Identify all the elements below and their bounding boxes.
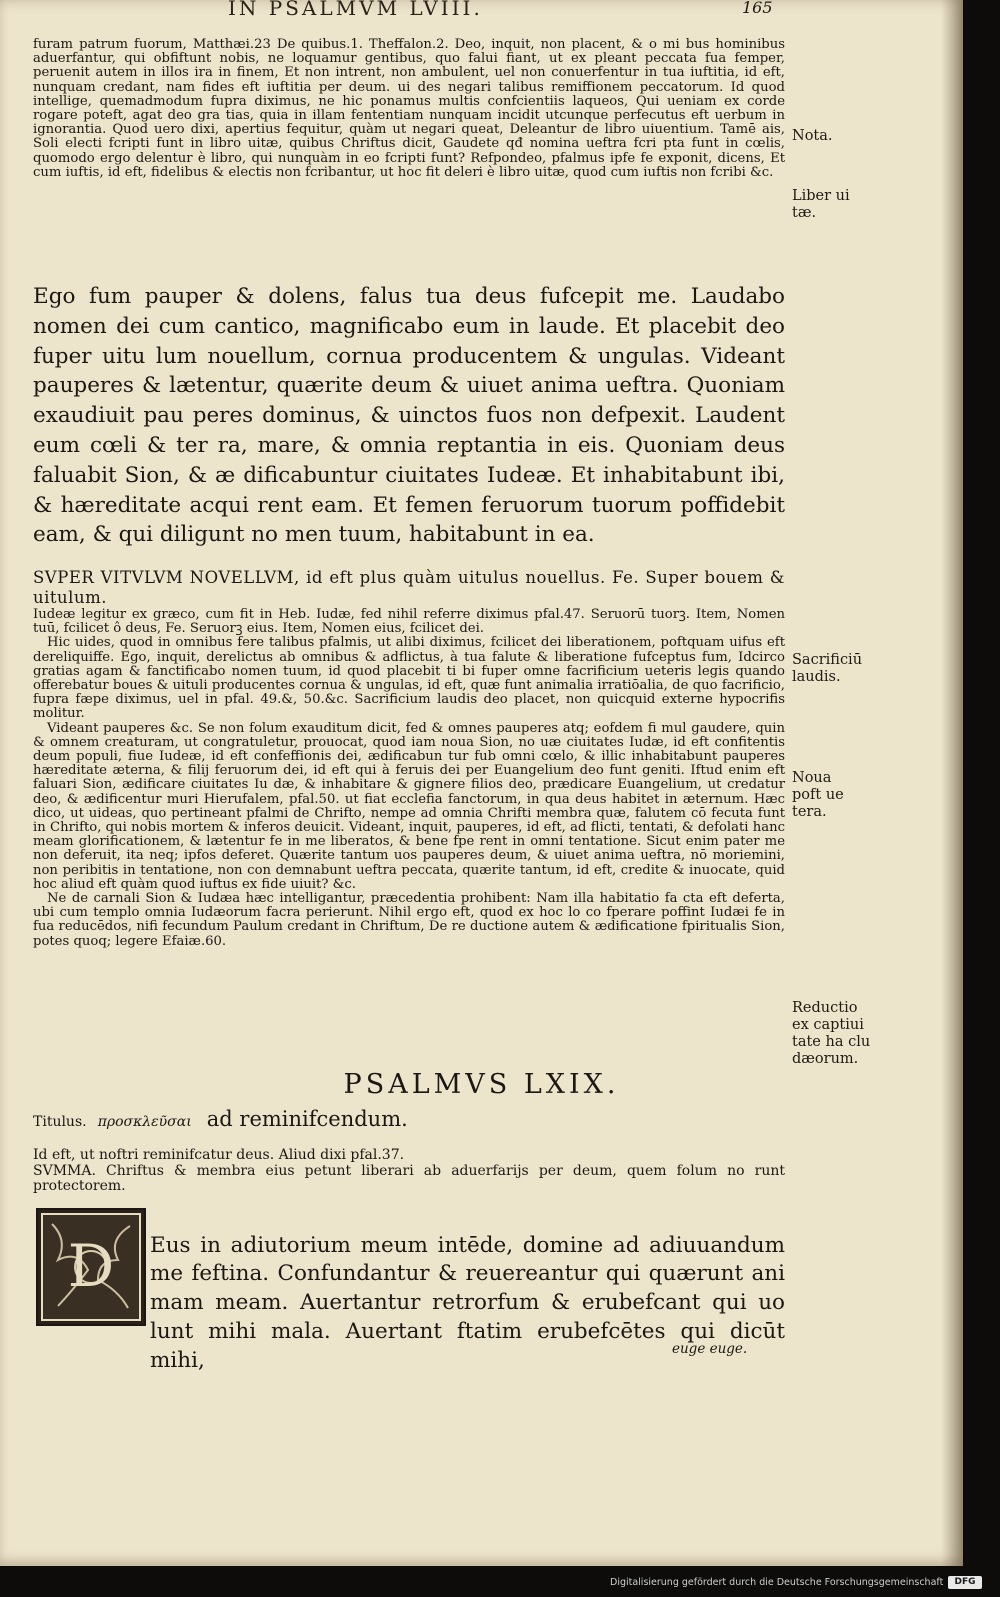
psalm-text-block-1 xyxy=(33,282,785,550)
psalm-text-2: Eus in adiutorium meum intēde, domine ad adiuuandum me feftina. Confundantur & reuereantur qui quærunt ani mam meam. Auertantur retrorfum & erubefcant qui uo lunt mihi mala. Auertant ftatim erubefcētes qui dicūt mihi, xyxy=(150,1232,785,1373)
summa-text: SVMMA. Chriftus & membra eius petunt liberari ab aduerfarijs per deum, quem folum no runt protectorem. xyxy=(33,1162,785,1194)
summa-block xyxy=(33,1148,785,1195)
commentary-paragraph: Ne de carnali Sion & Iudæa hæc intelligantur, præcedentia prohibent: Nam illa habitatio fa cta eft deferta, ubi cum templo omnia Iudæorum facra perierunt. Nihil ergo eft, quod ex hoc lo co fperare poffint Iudæi fe in fua reducēdos, nifi fecundum Paulum credant in Chriftum, De re ductione autem & ædificatione fpiritualis Sion, potes quoq; legere Efaiæ.60. xyxy=(33,891,785,949)
titulus-line xyxy=(33,1107,785,1131)
margin-note-line: Reductio xyxy=(792,1000,858,1016)
margin-note-line: poft ue xyxy=(792,787,844,803)
folio-number: 165 xyxy=(742,0,773,17)
page-gutter-shadow xyxy=(941,0,963,1566)
margin-note-line: tera. xyxy=(792,804,827,820)
catchword: euge euge. xyxy=(672,1341,748,1357)
titulus-text: ad reminifcendum. xyxy=(206,1107,408,1131)
margin-note-line: tæ. xyxy=(792,205,817,221)
margin-note-reductio xyxy=(792,1000,882,1068)
margin-note-line: laudis. xyxy=(792,669,841,685)
decorated-initial-icon xyxy=(38,1210,144,1324)
titulus-greek: προσκλεῦσαι xyxy=(97,1114,192,1130)
footer-credit: Digitalisierung gefördert durch die Deutsche Forschungsgemeinschaft xyxy=(610,1577,944,1588)
commentary-mid xyxy=(33,568,785,949)
margin-note-line: tate ha clu xyxy=(792,1034,871,1050)
margin-note-line: Liber ui xyxy=(792,188,850,204)
dfg-logo: DFG xyxy=(948,1576,982,1589)
commentary-paragraph: Videant pauperes &c. Se non folum exauditum dicit, fed & omnes pauperes atq; eofdem fi mul gaudere, quin & omnem creaturam, ut congratuletur, prouocat, quod iam noua Sion, no uæ ciuitates Iudæ, id eft confitentis deum populi, fiue Iudeæ, id eft confeffionis dei, ædificabun tur fub omni cœlo, & illic inhabitabunt pauperes hæreditate æterna, & filij feruorum dei, id eft qui à feruis dei per Euangelium deo funt geniti. Iftud enim eft faluari Sion, ædificare ciuitates Iu dæ, & inhabitare & gignere filios deo, prædicare Euangelium, ut credatur deo, & ædificentur muri Hierufalem, pfal.50. ut fiat ecclefia fanctorum, in qua deus habitet in æternum. Hæc dico, ut uideas, quo pertineant pfalmi de Chrifto, nempe ad omnia Chrifti membra quæ, falutem cō fecuta funt in Chrifto, qui nobis mortem & inferos deuicit. Videant, inquit, pauperes, id eft, ad flicti, tentati, & defolati hanc meam glorificationem, & lætentur fe in me liberatos, & bene fpe rent in omni tentatione. Sicut enim pater me non deferuit, ita neq; ipfos deferet. Quærite tantum uos pauperes deum, & uiuet anima ueftra, nō moriemini, non peribitis in tentatione, non con demnabunt ueftra peccata, quærite tantum, id eft, credite & inuocate, quid hoc aliud eft quàm quod iuftus ex fide uiuit? &c. xyxy=(33,720,785,892)
margin-note-line: ex captiui xyxy=(792,1017,864,1033)
margin-note-sacrificium xyxy=(792,652,882,686)
titulus-label: Titulus. xyxy=(33,1114,87,1130)
running-head xyxy=(0,0,963,20)
commentary-paragraph: Iudeæ legitur ex græco, cum fit in Heb. Iudæ, fed nihil referre diximus pfal.47. Seruorū tuorꝫ. Item, Nomen tuū, fcilicet ô deus, Fe. Seruorꝫ eius. Item, Nomen eius, fcilicet dei. xyxy=(33,607,785,637)
margin-note-noua-terra xyxy=(792,770,882,821)
commentary-top xyxy=(33,38,785,180)
margin-note-nota xyxy=(792,128,882,145)
psalm-text-1: Ego fum pauper & dolens, falus tua deus fufcepit me. Laudabo nomen dei cum cantico, magnificabo eum in laude. Et placebit deo fuper uitu lum nouellum, cornua producentem & ungulas. Videant pauperes & lætentur, quærite deum & uiuet anima ueftra. Quoniam exaudiuit pau peres dominus, & uinctos fuos non defpexit. Laudent eum cœli & ter ra, mare, & omnia reptantia in eis. Quoniam deus faluabit Sion, & æ dificabuntur ciuitates Iudeæ. Et inhabitabunt ibi, & hæreditate acqui rent eam. Et femen feruorum tuorum poffidebit eam, & qui diligunt no men tuum, habitabunt in ea. xyxy=(33,284,785,548)
commentary-paragraph: Hic uides, quod in omnibus fere talibus pfalmis, ut alibi diximus, fcilicet dei liberationem, poftquam uifus eft dereliquiffe. Ego, inquit, derelictus ab omnibus & adflictus, à tua falute & liberatione fufceptus fum, Idcirco gratias agam & fanctificabo nomen tuum, id quod placebit ti bi fuper omne facrificium ueteris legis quando offerebatur boues & uituli producentes cornua & ungulas, id eft, quæ funt animalia irratiōalia, de quo facrificio, fupra fæpe diximus, uel in pfal. 49.&, 50.&c. Sacrificium laudis deo placet, non quicquid externe hypocrifis molitur. xyxy=(33,635,785,722)
commentary-lemma: SVPER VITVLVM NOVELLVM, id eft plus quàm uitulus nouellus. Fe. Super bouem & uitulum. xyxy=(33,568,785,607)
margin-note-line: Noua xyxy=(792,770,832,786)
psalm-heading: PSALMVS LXIX. xyxy=(343,1069,620,1100)
margin-note-line: Nota. xyxy=(792,128,833,144)
psalm-text-block-2 xyxy=(150,1210,785,1397)
commentary-top-text: furam patrum fuorum, Matthæi.23 De quibus.1. Theffalon.2. Deo, inquit, non placent, & o mi bus hominibus aduerfantur, qui obfiftunt nobis, ne loquamur gentibus, quo falui fiant, ut ex pleant peccata fua femper, peruenit autem in illos ira in finem, Et non intrent, non ambulent, uel non conuerfentur in tua iuftitia, id eft, nunquam credant, nam fides eft iuftitia per deum. ui des negari talibus remiffionem peccatorum. Id quod intellige, quemadmodum fupra diximus, ne hic ponamus multis confcientiis laqueos, Qui ueniam ex corde rogare poteft, agat deo gra tias, quia in illam fententiam nunquam incidit utcunque perfecutus eft uerbum in ignorantia. Quod uero dixi, apertius fequitur, quàm ut negari queat, Deleantur de libro uiuentium. Tamē ais, Soli electi fcripti funt in libro uitæ, quibus Chriftus dicit, Gaudete qđ nomina ueftra fcri pta funt in cœlis, quomodo ergo delentur è libro, qui nunquàm in eo fcripti funt? Refpondeo, pfalmus ipfe fe exponit, dicens, Et cum iuftis, id eft, fidelibus & electis non fcribantur, ut hoc fit deleri è libro uitæ, quod cum iuftis non fcribi &c. xyxy=(33,37,785,180)
initial-letter: D xyxy=(67,1232,115,1300)
margin-note-line: Sacrificiū xyxy=(792,652,863,668)
decorated-initial xyxy=(36,1208,146,1326)
titulus-note: Id eft, ut noftri reminifcatur deus. Aliud dixi pfal.37. xyxy=(33,1147,405,1163)
running-head-title: IN PSALMVM LVIII. xyxy=(228,0,483,20)
margin-note-line: dæorum. xyxy=(792,1051,859,1067)
margin-note-liber-vitae xyxy=(792,188,882,222)
